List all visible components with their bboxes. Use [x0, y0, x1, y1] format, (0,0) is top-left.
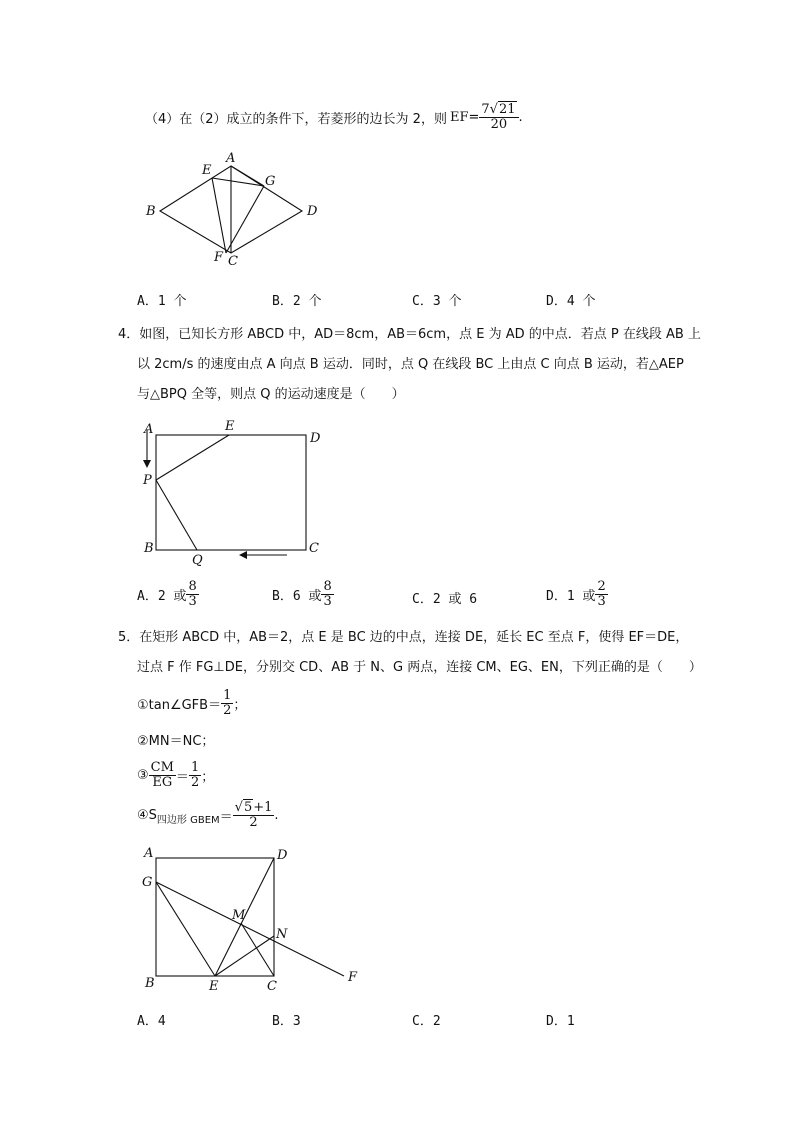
q5-s4-eq: ＝: [219, 809, 233, 825]
fig1-label-A: A: [226, 151, 236, 166]
q3-rhombus-figure: [140, 148, 330, 273]
q4-option-b-label: B．6 或: [272, 589, 322, 604]
q4-option-c[interactable]: C．2 或 6: [412, 592, 478, 607]
q5-statement-3: [137, 758, 214, 792]
q3-item4-var: EF: [449, 109, 469, 125]
fig2-label-C: C: [309, 541, 319, 556]
q5-s3-den2: 2: [190, 774, 200, 790]
fig2-label-P: P: [143, 473, 152, 488]
q5-rectangle-figure: [140, 842, 370, 997]
q3-option-b[interactable]: B．2 个: [272, 294, 322, 309]
fig3-label-C: C: [267, 979, 277, 994]
q3-item4-fraction: $\frac{7√21}{20}$: [479, 103, 518, 132]
fig3-label-E: E: [209, 979, 219, 994]
q4-option-a-label: A．2 或: [137, 589, 187, 604]
q4-stem-line3: 与△BPQ 全等，则点 Q 的运动速度是（ ）: [137, 387, 405, 402]
q4-rectangle-figure: [135, 418, 330, 568]
q5-s4-den: 2: [249, 814, 258, 830]
q5-statement-1: [137, 686, 246, 720]
q4-option-d-label: D．1 或: [546, 589, 596, 604]
q4-stem-line1: 4．如图，已知长方形 ABCD 中，AD＝8cm，AB＝6cm，点 E 为 AD 的中点．若点 P 在线段 AB 上: [118, 327, 701, 342]
q5-s1-den: 2: [223, 702, 232, 718]
q3-item4-eq: =: [468, 109, 480, 125]
q5-statement-4: ④S 四边形 GBEM ＝ $\frac{√5+1}{2}$ .: [137, 799, 279, 830]
fig3-label-M: M: [232, 908, 246, 923]
q4-option-b-num: 8: [323, 579, 332, 594]
q5-s3-text: ③: [137, 767, 149, 783]
fig3-label-F: F: [348, 970, 358, 985]
fig1-label-E: E: [202, 163, 212, 178]
q4-option-b-den: 3: [323, 594, 332, 609]
q5-s4-end: .: [274, 807, 279, 823]
fig1-label-D: D: [307, 204, 318, 219]
q4-option-d[interactable]: [546, 580, 608, 609]
q5-s3-end: ；: [201, 769, 215, 785]
q5-s3-eq: ＝: [175, 769, 189, 785]
q5-s4-sub: 四边形 GBEM: [156, 814, 220, 826]
fig2-label-Q: Q: [192, 553, 203, 568]
q4-option-a-num: 8: [188, 579, 197, 594]
q3-option-c[interactable]: C．3 个: [412, 294, 462, 309]
q5-s3-den: EG: [152, 774, 173, 790]
fig1-label-B: B: [146, 204, 156, 219]
q3-item4-text: （4）在（2）成立的条件下，若菱形的边长为 2，则: [145, 111, 447, 127]
q5-s3-num2: 1: [190, 759, 200, 775]
q5-s4-num-rad: 5: [243, 799, 253, 815]
q5-option-a[interactable]: A．4: [137, 1014, 166, 1029]
fig2-label-B: B: [144, 541, 154, 556]
q5-s1-text: ①tan∠GFB＝: [137, 697, 222, 713]
q3-item4-den: 20: [490, 116, 508, 132]
fig3-label-G: G: [142, 875, 153, 890]
q3-option-a[interactable]: A．1 个: [137, 294, 187, 309]
fig1-label-F: F: [214, 250, 224, 265]
q5-s4-num-tail: +1: [253, 799, 273, 815]
q5-stem-line2: 过点 F 作 FG⊥DE，分别交 CD、AB 于 N、G 两点，连接 CM、EG、EN，下列正确的是（ ）: [137, 660, 702, 675]
q5-s3-num: CM: [150, 759, 174, 775]
fig1-label-G: G: [265, 174, 276, 189]
q5-statement-2: ②MN＝NC；: [137, 734, 215, 749]
fig1-label-C: C: [228, 254, 238, 269]
q4-stem-line2: 以 2cm/s 的速度由点 A 向点 B 运动．同时，点 Q 在线段 BC 上由点 C 向点 B 运动，若△AEP: [137, 357, 684, 372]
fig3-label-D: D: [277, 848, 288, 863]
q3-item4-num-rad: 21: [498, 101, 516, 117]
fig3-label-N: N: [276, 927, 288, 942]
q3-item4-num-coef: 7: [481, 101, 490, 117]
q5-s4-text: ④S: [137, 807, 157, 823]
q4-option-b[interactable]: [272, 580, 334, 609]
q4-option-d-den: 3: [597, 594, 606, 609]
q4-option-d-num: 2: [597, 579, 606, 594]
fig2-label-A: A: [144, 422, 154, 437]
fig2-label-D: D: [310, 431, 321, 446]
q3-option-d[interactable]: D．4 个: [546, 294, 596, 309]
q5-option-c[interactable]: C．2: [412, 1014, 441, 1029]
q4-option-a-den: 3: [188, 594, 197, 609]
q5-stem-line1: 5．在矩形 ABCD 中，AB＝2，点 E 是 BC 边的中点，连接 DE，延长 EC 至点 F，使得 EF＝DE，: [118, 630, 689, 645]
q3-item4: [145, 99, 523, 135]
fig3-label-A: A: [144, 846, 154, 861]
q4-option-a[interactable]: [137, 580, 199, 609]
q5-s1-num: 1: [223, 687, 232, 703]
q5-option-b[interactable]: B．3: [272, 1014, 301, 1029]
q3-item4-end: .: [518, 109, 523, 125]
fig2-label-E: E: [225, 419, 235, 434]
q5-option-d[interactable]: D．1: [546, 1014, 575, 1029]
q5-s1-end: ；: [233, 697, 247, 713]
fig3-label-B: B: [145, 976, 155, 991]
